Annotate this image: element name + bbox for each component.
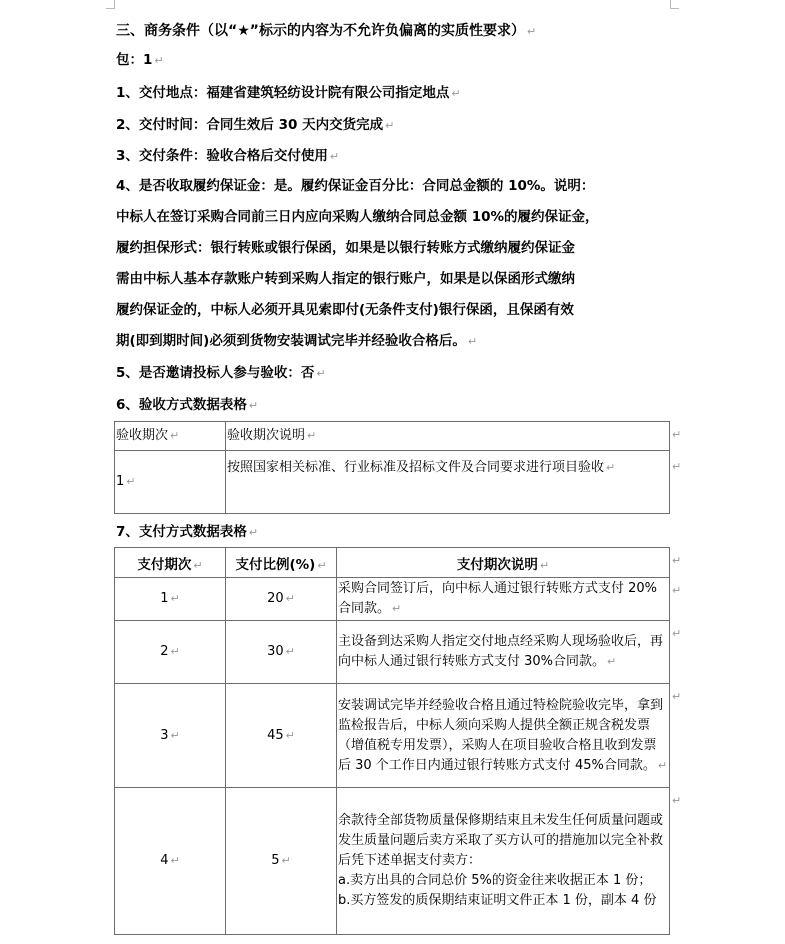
page-corner-mark-left xyxy=(106,0,115,9)
item-delivery-location: 1、交付地点：福建省建筑轻纺设计院有限公司指定地点 ↵ xyxy=(116,85,461,101)
row-end-mark: ↵ xyxy=(672,460,682,473)
payment-cell-ratio: 30 ↵ xyxy=(226,621,337,684)
payment-cell-desc: 安装调试完毕并经验收合格且通过特检院验收完毕，拿到监检报告后，中标人须向采购人提供全额正规含税发票（增值税专用发票），采购人在项目验收合格且收到发票后 30 个工作日内通过银行转账方式支付 45%合同款。 ↵ xyxy=(337,684,670,788)
payment-cell-ratio: 45 ↵ xyxy=(226,684,337,788)
item-delivery-time: 2、交付时间：合同生效后 30 天内交货完成 ↵ xyxy=(116,117,395,133)
acceptance-table xyxy=(114,421,670,514)
section-title: 三、商务条件（以“★”标示的内容为不允许负偏离的实质性要求） ↵ xyxy=(116,23,537,39)
row-end-mark: ↵ xyxy=(672,794,682,807)
item-delivery-condition: 3、交付条件：验收合格后交付使用 ↵ xyxy=(116,148,340,164)
payment-cell-period: 2 ↵ xyxy=(115,621,226,684)
table-row xyxy=(115,451,670,514)
item-invite-bidders: 5、是否邀请投标人参与验收：否 ↵ xyxy=(116,365,326,381)
package-line: 包：1 ↵ xyxy=(116,52,164,68)
payment-cell-period: 3 ↵ xyxy=(115,684,226,788)
table-row xyxy=(115,621,670,684)
row-end-mark: ↵ xyxy=(672,690,682,703)
payment-table xyxy=(114,547,670,935)
payment-cell-period: 4 ↵ xyxy=(115,788,226,935)
payment-cell-desc: 主设备到达采购人指定交付地点经采购人现场验收后，再向中标人通过银行转账方式支付 30%合同款。 ↵ xyxy=(337,621,670,684)
table-header-row xyxy=(115,422,670,451)
row-end-mark: ↵ xyxy=(672,627,682,640)
acceptance-cell-period: 1 ↵ xyxy=(115,451,226,514)
payment-header-ratio: 支付比例(%) ↵ xyxy=(226,548,337,578)
payment-cell-desc: 余款待全部货物质量保修期结束且未发生任何质量问题或发生质量问题后卖方采取了买方认可的措施加以完全补救后凭下述单据支付卖方： a.卖方出具的合同总价 5%的资金往来收据正本 1 份； b.买方签发的质保期结束证明文件正本 1 份，副本 4 份 xyxy=(337,788,670,935)
row-end-mark: ↵ xyxy=(672,554,682,567)
payment-header-desc: 支付期次说明 ↵ xyxy=(337,548,670,578)
payment-cell-ratio: 20 ↵ xyxy=(226,578,337,621)
page-corner-mark-right xyxy=(670,0,679,9)
table-header-row xyxy=(115,548,670,578)
payment-header-period: 支付期次 ↵ xyxy=(115,548,226,578)
payment-heading: 7、支付方式数据表格 ↵ xyxy=(116,524,259,540)
row-end-mark: ↵ xyxy=(672,584,682,597)
acceptance-header-period: 验收期次 ↵ xyxy=(115,422,226,451)
acceptance-header-desc: 验收期次说明 ↵ xyxy=(226,422,670,451)
acceptance-heading: 6、验收方式数据表格 ↵ xyxy=(116,397,259,413)
table-row xyxy=(115,578,670,621)
table-row xyxy=(115,684,670,788)
payment-cell-period: 1 ↵ xyxy=(115,578,226,621)
item-performance-bond: 4、是否收取履约保证金：是。履约保证金百分比：合同总金额的 10%。说明： 中标人在签订采购合同前三日内应向采购人缴纳合同总金额 10%的履约保证金， 履约担保形式：银行转账或银行保函，如果是以银行转账方式缴纳履约保证金 需由中标人基本存款账户转到采购人指定的银行账户，如果是以保函形式缴纳 履约保证金的，中标人必须开具见索即付(无条件支付)银行保函，且保函有效 期(即到期时间)必须到货物安装调试完毕并经验收合格后。 ↵ xyxy=(116,178,599,349)
payment-cell-ratio: 5 ↵ xyxy=(226,788,337,935)
payment-cell-desc: 采购合同签订后，向中标人通过银行转账方式支付 20%合同款。 ↵ xyxy=(337,578,670,621)
acceptance-cell-desc: 按照国家相关标准、行业标准及招标文件及合同要求进行项目验收 ↵ xyxy=(226,451,670,514)
row-end-mark: ↵ xyxy=(672,428,682,441)
table-row xyxy=(115,788,670,935)
